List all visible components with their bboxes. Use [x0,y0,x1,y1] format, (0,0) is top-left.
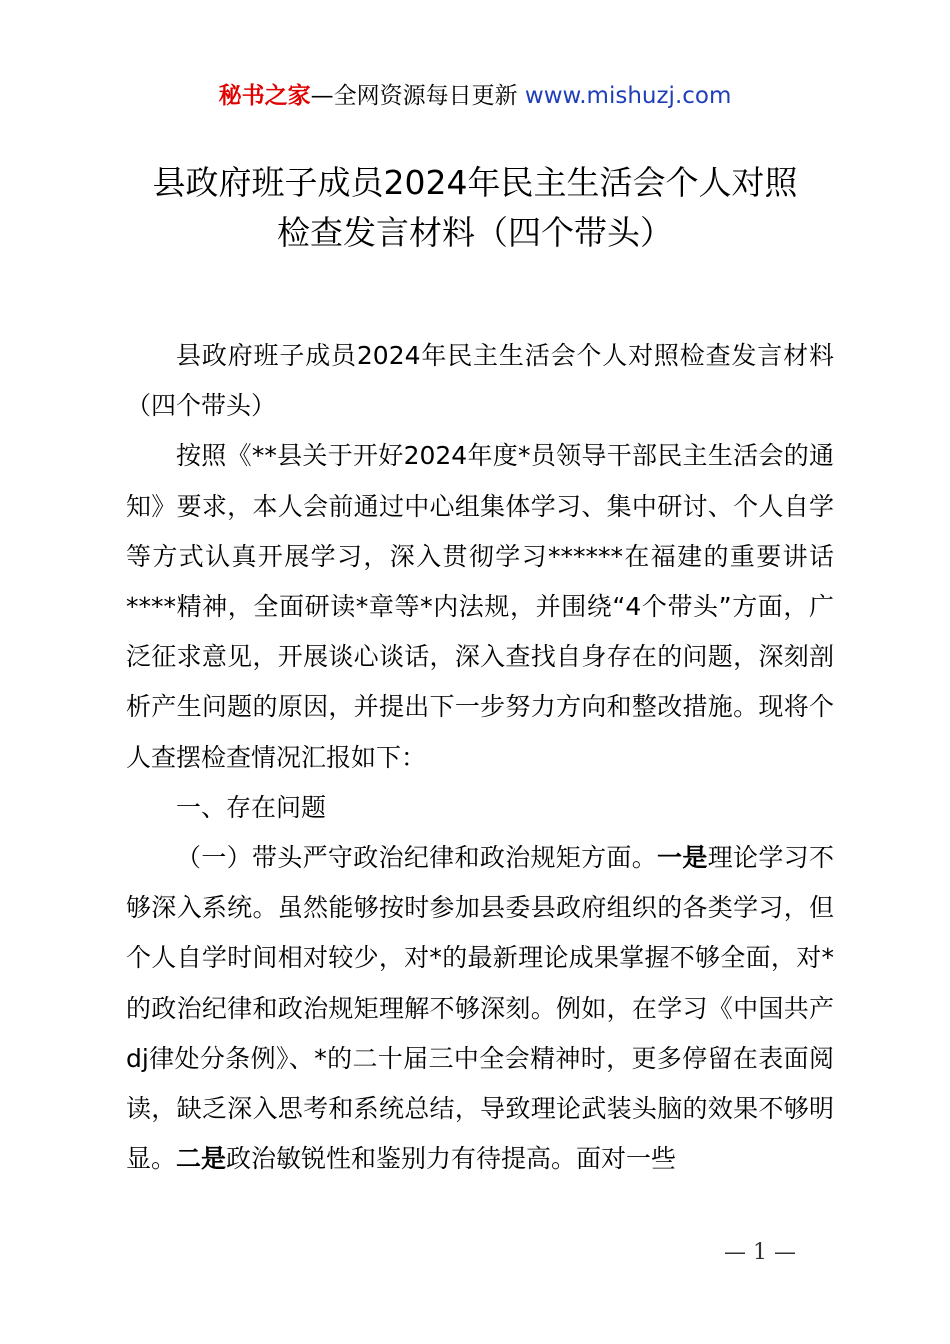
issue-lead: （一）带头严守政治纪律和政治规矩方面。 [176,843,658,873]
point-two-label: 二是 [176,1144,227,1174]
brand-name: 秘书之家 [218,83,311,109]
title-line-1: 县政府班子成员2024年民主生活会个人对照 [152,163,798,202]
page-number: — 1 — [724,1240,796,1265]
section-heading: 一、存在问题 [176,792,327,822]
issue-paragraph [126,833,834,1184]
point-two-text: 政治敏锐性和鉴别力有待提高。面对一些 [226,1144,677,1174]
point-one-label: 一是 [657,843,708,873]
point-one-text: 理论学习不够深入系统。虽然能够按时参加县委县政府组织的各类学习，但个人自学时间相对较少，对*的最新理论成果掌握不够全面，对*的政治纪律和政治规矩理解不够深刻。例如，在学习《中国共产dj律处分条例》、*的二十届三中全会精神时，更多停留在表面阅读，缺乏深入思考和系统总结，导致理论武装头脑的效果不够明显。 [126,843,834,1174]
title-line-2: 检查发言材料（四个带头） [277,213,673,252]
subtitle-paragraph: 县政府班子成员2024年民主生活会个人对照检查发言材料（四个带头） [126,341,834,421]
site-url-link[interactable]: www.mishuzj.com [524,83,732,109]
intro-paragraph: 按照《**县关于开好2024年度*员领导干部民主生活会的通知》要求，本人会前通过中心组集体学习、集中研讨、个人自学等方式认真开展学习，深入贯彻学习******在福建的重要讲话****精神，全面研读*章等*内法规，并围绕“4个带头”方面，广泛征求意见，开展谈心谈话，深入查找自身存在的问题，深刻剖析产生问题的原因，并提出下一步努力方向和整改措施。现将个人查摆检查情况汇报如下： [126,441,834,772]
header-tagline: —全网资源每日更新 [310,83,525,109]
site-header [0,80,950,112]
document-title [60,158,890,258]
document-body [126,331,834,1184]
